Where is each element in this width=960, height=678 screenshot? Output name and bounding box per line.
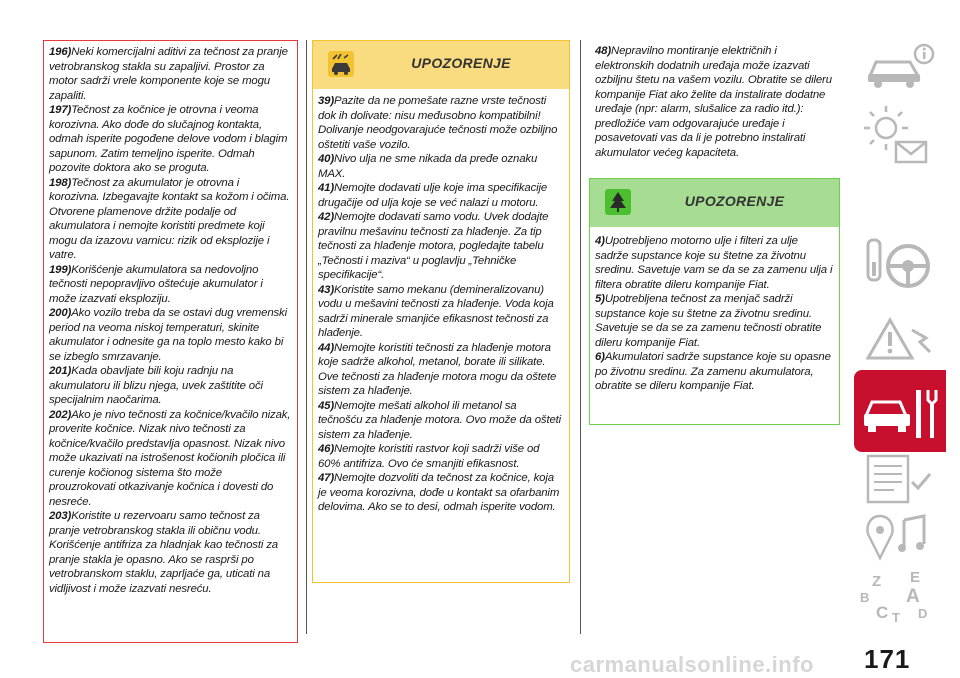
item-number: 39) <box>318 95 335 107</box>
item-text: Nemojte dozvoliti da tečnost za kočnice, koja je veoma korozivna, dođe u kontakt sa ofarbanim delovima. Ako se to desi, odmah isperite vodom. <box>318 472 560 513</box>
note-number: 198) <box>49 176 72 189</box>
note-text: Kada obavljate bili koju radnju na akumulatoru ili blizu njega, uvek zaštitite oči specijalnim naočarima. <box>49 365 263 406</box>
tab-lights-warnings[interactable] <box>854 100 946 188</box>
item-text: Nepravilno montiranje električnih i elektronskih dodatnih uređaja može izazvati ozbiljnu štetu na vašem vozilu. Obratite se dileru kompanije Fiat ako želite da instalirate dodatne uređaje (npr: alarm, slušalice za radio itd.): predložiće vam odgovarajuće uređaje i posavetovati vas da li je potrebno instalirati akumulator većeg kapaciteta. <box>595 45 832 159</box>
note-text: Koristite u rezervoaru samo tečnost za pranje vetrobranskog stakla ili običnu vodu. Korišćenje antifriza za hladnjak kao tečnosti za pranje stakla je opasno. Ako se rasprši po vetrobranskom staklu, zaprljaće ga, uticati na vidljivost i može izazvati nesreću. <box>49 510 278 595</box>
note-199 <box>49 263 291 307</box>
note-number: 203) <box>49 510 72 522</box>
note-number: 197) <box>49 104 72 116</box>
warning-item <box>318 471 563 515</box>
tab-starting-driving[interactable] <box>854 222 946 310</box>
multimedia-icon <box>854 506 946 568</box>
item-number: 40) <box>318 153 335 165</box>
column-divider <box>580 40 581 634</box>
item-text: Nemojte koristiti tečnosti za hlađenje motora koje sadrže alkohol, metanol, borate ili silikate. Ove tečnosti za hlađenje motora mogu da oštete sistem za hlađenje. <box>318 341 557 397</box>
note-number: 201) <box>49 365 72 377</box>
item-text: Nemojte dodavati samo vodu. Uvek dodajte pravilnu mešavinu tečnosti za hlađenje. Za tip tečnosti za hlađenje motora, pogledajte tabelu „Tečnosti i maziva“ u poglavlju „Tehničke specifikacije“. <box>318 211 549 281</box>
note-number: 196) <box>49 46 72 58</box>
tab-emergency[interactable] <box>854 308 946 370</box>
index-letter: E <box>910 569 921 586</box>
note-197 <box>49 103 291 176</box>
item-number: 4) <box>595 235 605 247</box>
note-text: Neki komercijalni aditivi za tečnost za pranje vetrobranskog stakla su zapaljivi. Prostor za motor sadrži vrele komponente koje se mogu zapaliti. <box>49 46 288 102</box>
item-number: 47) <box>318 472 335 484</box>
item-text: Akumulatori sadrže supstance koje su opasne po životnu sredinu. Za zamenu akumulatora, obratite se dileru kompanije Fiat. <box>595 351 831 392</box>
note-number: 200) <box>49 307 72 319</box>
item-number: 45) <box>318 399 335 412</box>
note-200 <box>49 306 291 364</box>
item-number: 46) <box>318 443 335 455</box>
note-text: Tečnost za akumulator je otrovna i korozivna. Izbegavajte kontakt sa kožom i očima. Otvorene plamenove držite podalje od akumulatora i nemojte koristiti predmete koji mogu da izazovu varnicu: rizik od eksplozije i vatre. <box>49 176 290 261</box>
warning-item <box>318 399 563 443</box>
warning-item <box>318 94 563 152</box>
warning-continuation <box>589 40 840 161</box>
left-column <box>43 40 298 643</box>
index-letter: B <box>860 590 870 605</box>
item-number: 42) <box>318 211 335 223</box>
note-number: 199) <box>49 263 72 276</box>
note-text: Tečnost za kočnice je otrovna i veoma korozivna. Ako dođe do slučajnog kontakta, odmah isperite pogođene delove vodom i blagim sapunom. Zatim temeljno isperite. Odmah pozovite doktora ako se proguta. <box>49 104 288 174</box>
item-number: 44) <box>318 341 335 354</box>
warning-body <box>589 40 840 160</box>
item-text: Nemojte dodavati ulje koje ima specifikacije drugačije od ulja koje se već nalazi u motoru. <box>318 182 548 209</box>
item-number: 41) <box>318 182 335 194</box>
warning-item <box>318 341 563 399</box>
item-text: Upotrebljeno motorno ulje i filteri za ulje sadrže supstance koje su štetne za životnu sredinu. Savetuje vam se da se za zamenu ulja i filtera obratite dileru kompanije Fiat. <box>595 235 833 291</box>
warning-body <box>590 227 839 394</box>
note-number: 202) <box>49 408 72 421</box>
item-number: 43) <box>318 283 335 296</box>
warning-item <box>318 181 563 210</box>
column-divider <box>306 40 307 634</box>
warning-box-yellow <box>312 40 570 583</box>
note-201 <box>49 364 291 408</box>
item-number: 5) <box>595 293 605 305</box>
item-number: 6) <box>595 351 605 363</box>
index-letter: T <box>892 610 900 625</box>
note-196 <box>49 45 291 103</box>
index-letter: Z <box>872 573 882 590</box>
warning-header <box>313 41 569 89</box>
warning-triangle-icon <box>854 308 946 370</box>
index-letter: A <box>906 586 920 607</box>
item-text: Nemojte koristiti rastvor koji sadrži više od 60% antifriza. Ovo će smanjiti efikasnost. <box>318 443 540 470</box>
page-number: 171 <box>864 644 911 674</box>
warning-item <box>318 283 563 341</box>
warning-box-green <box>589 178 840 425</box>
warning-item <box>595 292 833 350</box>
item-number: 48) <box>595 45 612 57</box>
light-warning-icon <box>854 100 946 188</box>
note-203 <box>49 509 291 596</box>
tab-car-info[interactable] <box>854 36 946 92</box>
note-202 <box>49 408 291 510</box>
warning-body <box>313 89 569 515</box>
note-text: Korišćenje akumulatora sa nedovoljno tečnosti nepopravljivo oštećuje akumulator i može izazvati eksploziju. <box>49 263 263 305</box>
warning-title: UPOZORENJE <box>684 193 785 209</box>
note-text: Ako vozilo treba da se ostavi dug vremenski period na veoma niskoj temperaturi, skinite akumulator i odnesite ga na toplo mesto kako bi se izbeglo smrzavanje. <box>49 307 287 363</box>
watermark: carmanualsonline.info <box>570 652 814 677</box>
warning-header <box>590 179 839 227</box>
item-text: Pazite da ne pomešate razne vrste tečnosti dok ih dolivate: nisu međusobno kompatibilni! Dolivanje neodgovarajuće tečnosti može ozbiljno oštetiti vaše vozilo. <box>318 95 558 151</box>
item-text: Upotrebljena tečnost za menjač sadrži supstance koje su štetne za životnu sredinu. Savetuje se da se za zamenu tečnosti obratite dileru kompanije Fiat. <box>595 293 822 349</box>
warning-item <box>595 44 834 160</box>
tab-maintenance[interactable] <box>854 370 946 452</box>
tab-alphabetical-index[interactable] <box>854 568 946 634</box>
warning-item <box>318 210 563 283</box>
index-letter: C <box>876 603 889 622</box>
car-info-icon <box>854 36 946 92</box>
warning-item <box>318 152 563 181</box>
index-letter: D <box>918 606 928 621</box>
tab-technical-data[interactable] <box>854 452 946 506</box>
note-text: Ako je nivo tečnosti za kočnice/kvačilo nizak, proverite kočnice. Nizak nivo tečnosti za kočnice/kvačilo predstavlja opasnost. Nizak nivo može ukazivati na istrošenost kočionih pločica ili curenje kočionog sistema što može prouzrokovati otkazivanje kočnica i dovesti do nesreće. <box>49 408 291 508</box>
note-198 <box>49 176 291 263</box>
item-text: Koristite samo mekanu (demineralizovanu) vodu u mešavini tečnosti za hlađenje. Voda koja sadrži minerale smanjiće efikasnost tečnosti za hlađenje. <box>318 283 554 339</box>
key-steering-icon <box>854 222 946 310</box>
warning-item <box>595 350 833 394</box>
item-text: Nivo ulja ne sme nikada da pređe oznaku MAX. <box>318 153 538 180</box>
warning-item <box>318 442 563 471</box>
technical-data-icon <box>854 452 946 506</box>
warning-title: UPOZORENJE <box>411 55 511 71</box>
item-text: Nemojte mešati alkohol ili metanol sa tečnošću za hlađenje motora. Ovo može da ošteti sistem za hlađenje. <box>318 399 562 441</box>
tab-multimedia[interactable] <box>854 506 946 568</box>
warning-item <box>595 234 833 292</box>
alphabetical-index-icon <box>854 568 946 634</box>
car-wrench-icon <box>854 370 946 452</box>
